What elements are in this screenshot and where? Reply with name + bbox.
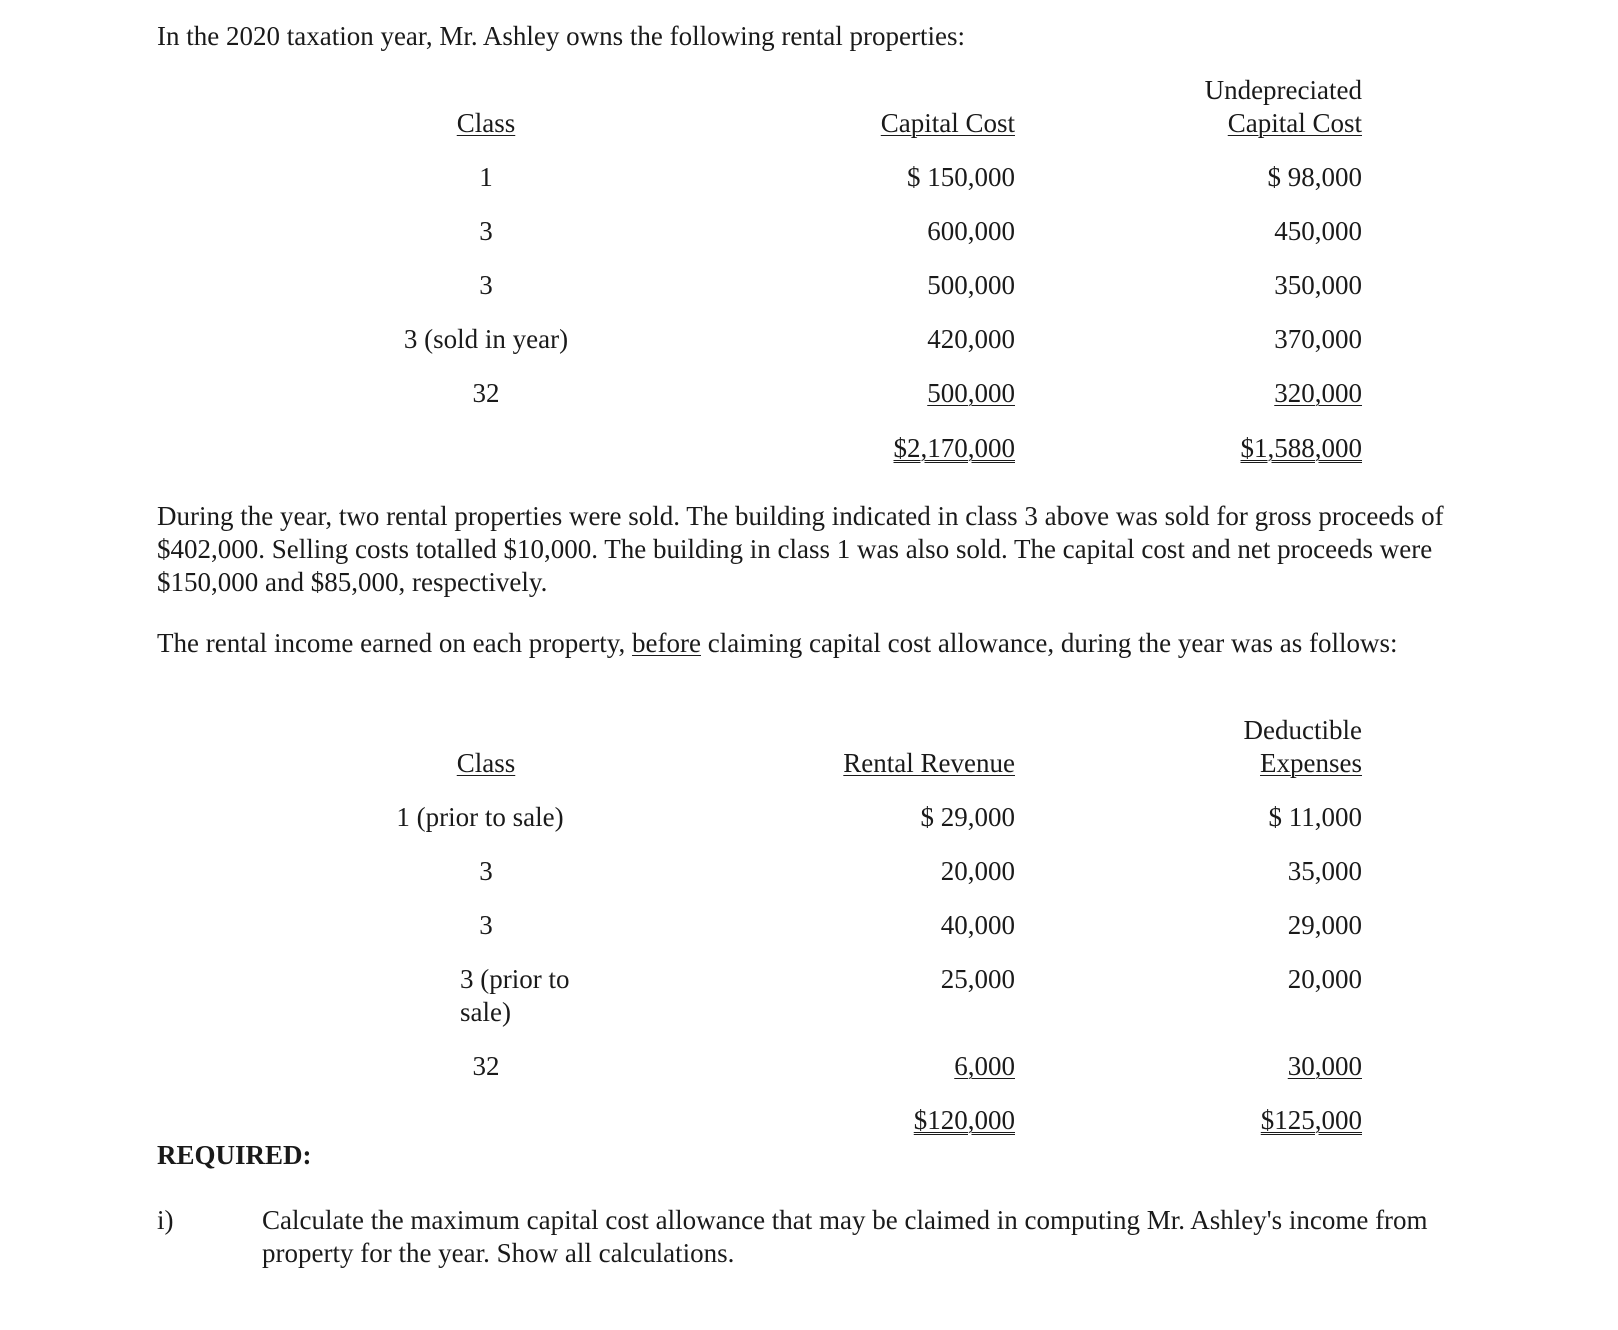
table2-header-class: Class xyxy=(456,748,516,778)
required-item-number: i) xyxy=(157,1205,174,1235)
required-item-text: Calculate the maximum capital cost allowance that may be claimed in computing Mr. Ashley's income from property for the year. Show all calculations. xyxy=(262,1205,1428,1268)
table1-header-ucc-line2: Capital Cost xyxy=(1227,108,1362,138)
table1-row3-ucc: 350,000 xyxy=(1274,270,1362,300)
table2-row4-class: 3 (prior to sale) xyxy=(460,964,570,1027)
table2-row1-expenses: $ 11,000 xyxy=(1268,802,1362,832)
table2-row4-revenue: 25,000 xyxy=(940,964,1015,994)
table1-row4-ucc: 370,000 xyxy=(1274,324,1362,354)
sales-paragraph: During the year, two rental properties were sold. The building indicated in class 3 above was sold for gross proceeds of $402,000. Selling costs totalled $10,000. The building in class 1 was also sold. The capital cost and net proceeds were $150,000 and $85,000, respectively. xyxy=(157,501,1444,597)
table2-row3-expenses: 29,000 xyxy=(1287,910,1362,940)
table1-row2-ucc: 450,000 xyxy=(1274,216,1362,246)
table1-row2-capital-cost: 600,000 xyxy=(927,216,1015,246)
income-paragraph-emphasis: before xyxy=(632,628,701,658)
table2-row1-class: 1 (prior to sale) xyxy=(396,802,564,832)
table2-row2-class: 3 xyxy=(479,856,493,886)
table1-row5-capital-cost: 500,000 xyxy=(927,378,1015,408)
table2-header-expenses-line2: Expenses xyxy=(1260,748,1362,778)
table1-row2-class: 3 xyxy=(479,216,493,246)
income-paragraph-end: claiming capital cost allowance, during the year was as follows: xyxy=(707,628,1398,658)
table2-row2-expenses: 35,000 xyxy=(1287,856,1362,886)
table2-total-revenue: $120,000 xyxy=(913,1105,1015,1135)
table2-total-expenses: $125,000 xyxy=(1260,1105,1362,1135)
table2-row3-revenue: 40,000 xyxy=(940,910,1015,940)
table2-row4-expenses: 20,000 xyxy=(1287,964,1362,994)
table1-total-ucc: $1,588,000 xyxy=(1240,433,1362,463)
required-heading: REQUIRED: xyxy=(157,1140,312,1170)
intro-text: In the 2020 taxation year, Mr. Ashley owns the following rental properties: xyxy=(157,21,965,51)
table2-row5-class: 32 xyxy=(472,1051,500,1081)
table2-header-revenue: Rental Revenue xyxy=(843,748,1015,778)
table1-row4-capital-cost: 420,000 xyxy=(927,324,1015,354)
table2-header-expenses-line1: Deductible xyxy=(1243,715,1362,745)
table1-row3-capital-cost: 500,000 xyxy=(927,270,1015,300)
income-paragraph xyxy=(157,627,1517,660)
table1-header-capital-cost: Capital Cost xyxy=(880,108,1015,138)
table1-total-capital-cost: $2,170,000 xyxy=(893,433,1015,463)
table1-row1-capital-cost: $ 150,000 xyxy=(907,162,1015,192)
table1-row5-class: 32 xyxy=(472,378,500,408)
table2-row3-class: 3 xyxy=(479,910,493,940)
table1-header-class: Class xyxy=(456,108,516,138)
table1-row3-class: 3 xyxy=(479,270,493,300)
table2-row5-expenses: 30,000 xyxy=(1287,1051,1362,1081)
table1-row1-ucc: $ 98,000 xyxy=(1267,162,1362,192)
table1-row5-ucc: 320,000 xyxy=(1274,378,1362,408)
income-paragraph-start: The rental income earned on each property, xyxy=(157,628,626,658)
table2-row2-revenue: 20,000 xyxy=(940,856,1015,886)
table1-row4-class: 3 (sold in year) xyxy=(403,324,569,354)
table1-row1-class: 1 xyxy=(479,162,493,192)
table1-header-ucc-line1: Undepreciated xyxy=(1204,75,1362,105)
table2-row1-revenue: $ 29,000 xyxy=(920,802,1015,832)
table2-row5-revenue: 6,000 xyxy=(954,1051,1015,1081)
